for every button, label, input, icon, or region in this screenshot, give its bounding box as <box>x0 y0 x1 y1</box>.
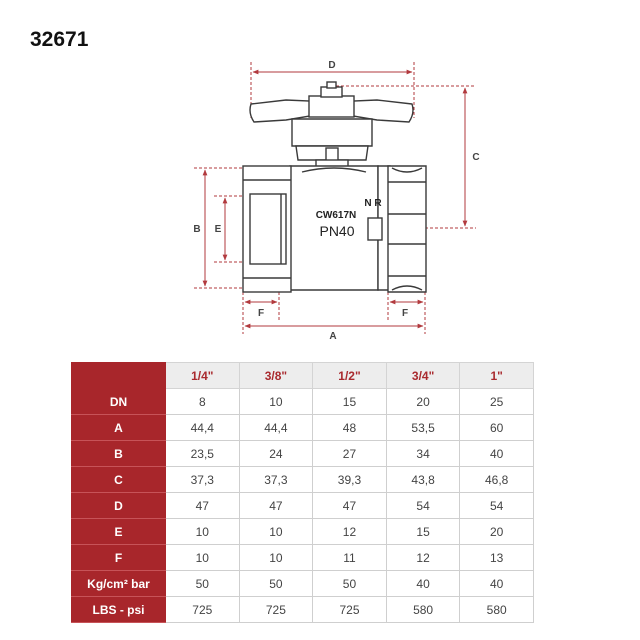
table-cell: 40 <box>386 571 460 597</box>
table-cell: 20 <box>460 519 534 545</box>
table-row <box>72 441 534 467</box>
table-cell: 25 <box>460 389 534 415</box>
row-label: B <box>72 441 166 467</box>
dim-label-d: D <box>328 60 336 71</box>
table-cell: 44,4 <box>166 415 240 441</box>
table-cell: 580 <box>460 597 534 623</box>
marking-nr: N R <box>364 198 382 209</box>
marking-material: CW617N <box>315 210 357 221</box>
header-corner <box>72 363 166 389</box>
table-cell: 11 <box>313 545 387 571</box>
table-cell: 10 <box>239 389 313 415</box>
row-label: DN <box>72 389 166 415</box>
table-cell: 47 <box>239 493 313 519</box>
dim-label-f-right: F <box>401 308 409 319</box>
row-label: E <box>72 519 166 545</box>
table-cell: 34 <box>386 441 460 467</box>
table-cell: 50 <box>313 571 387 597</box>
table-cell: 54 <box>386 493 460 519</box>
table-cell: 15 <box>313 389 387 415</box>
table-row <box>72 389 534 415</box>
table-cell: 43,8 <box>386 467 460 493</box>
specification-table <box>71 362 534 623</box>
table-cell: 10 <box>166 545 240 571</box>
table-row <box>72 415 534 441</box>
product-code: 32671 <box>30 28 89 51</box>
table-cell: 46,8 <box>460 467 534 493</box>
row-label: D <box>72 493 166 519</box>
dim-label-c: C <box>472 152 480 163</box>
table-row <box>72 467 534 493</box>
table-cell: 12 <box>386 545 460 571</box>
table-cell: 40 <box>460 571 534 597</box>
marking-pressure: PN40 <box>319 223 355 239</box>
table-cell: 50 <box>166 571 240 597</box>
table-cell: 10 <box>239 519 313 545</box>
table-cell: 725 <box>313 597 387 623</box>
table-row <box>72 493 534 519</box>
row-label: LBS - psi <box>72 597 166 623</box>
table-cell: 54 <box>460 493 534 519</box>
valve-body <box>243 82 426 292</box>
table-cell: 12 <box>313 519 387 545</box>
table-cell: 47 <box>313 493 387 519</box>
table-row <box>72 545 534 571</box>
table-cell: 580 <box>386 597 460 623</box>
table-cell: 37,3 <box>239 467 313 493</box>
table-cell: 44,4 <box>239 415 313 441</box>
size-header: 1/2" <box>313 363 387 389</box>
dim-label-e: E <box>214 224 222 235</box>
table-cell: 53,5 <box>386 415 460 441</box>
table-cell: 39,3 <box>313 467 387 493</box>
table-cell: 10 <box>239 545 313 571</box>
row-label: Kg/cm² bar <box>72 571 166 597</box>
table-cell: 15 <box>386 519 460 545</box>
table-cell: 8 <box>166 389 240 415</box>
dim-label-a: A <box>329 331 337 342</box>
table-cell: 48 <box>313 415 387 441</box>
table-cell: 37,3 <box>166 467 240 493</box>
table-cell: 47 <box>166 493 240 519</box>
table-cell: 20 <box>386 389 460 415</box>
row-label: A <box>72 415 166 441</box>
row-label: C <box>72 467 166 493</box>
table-cell: 27 <box>313 441 387 467</box>
table-cell: 725 <box>239 597 313 623</box>
table-row <box>72 571 534 597</box>
size-header: 1/4" <box>166 363 240 389</box>
dim-label-b: B <box>193 224 201 235</box>
table-row <box>72 519 534 545</box>
size-header: 1" <box>460 363 534 389</box>
table-cell: 40 <box>460 441 534 467</box>
table-cell: 23,5 <box>166 441 240 467</box>
table-row <box>72 597 534 623</box>
row-label: F <box>72 545 166 571</box>
table-cell: 725 <box>166 597 240 623</box>
table-cell: 10 <box>166 519 240 545</box>
dim-label-f-left: F <box>257 308 265 319</box>
size-header: 3/4" <box>386 363 460 389</box>
table-cell: 24 <box>239 441 313 467</box>
size-header: 3/8" <box>239 363 313 389</box>
size-header-row <box>72 363 534 389</box>
table-cell: 60 <box>460 415 534 441</box>
table-cell: 13 <box>460 545 534 571</box>
table-cell: 50 <box>239 571 313 597</box>
